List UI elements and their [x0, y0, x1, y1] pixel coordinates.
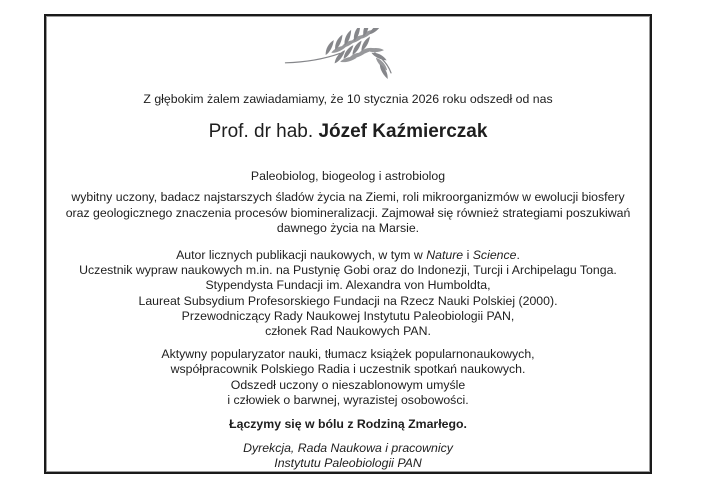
personal-line: i człowiek o barwnej, wyrazistej osobowości.	[227, 392, 469, 407]
achievement-line: Stypendysta Fundacji im. Alexandra von Humboldta,	[205, 278, 491, 293]
journal-name-science: Science	[472, 248, 517, 263]
journal-name-nature: Nature	[426, 248, 464, 263]
profession-line: Paleobiolog, biogeolog i astrobiolog	[250, 169, 446, 184]
signature-line: Instytutu Paleobiologii PAN	[274, 456, 422, 471]
death-announcement-line: Z głębokim żalem zawiadamiamy, że 10 stycznia 2026 roku odszedł od nas	[143, 92, 553, 106]
biography-paragraph	[46, 190, 650, 236]
farewell-line: Łączymy się w bólu z Rodziną Zmarłego.	[229, 417, 467, 432]
achievement-line: członek Rad Naukowych PAN.	[265, 324, 431, 339]
biography-line: wybitny uczony, badacz najstarszych śladów życia na Ziemi, roli mikroorganizmów w ewolucji biosfery	[71, 190, 625, 205]
personal-line: Aktywny popularyzator nauki, tłumacz książek popularnonaukowych,	[161, 347, 535, 362]
publications-line	[46, 248, 650, 263]
achievement-line: Uczestnik wypraw naukowych m.in. na Pustynię Gobi oraz do Indonezji, Turcji i Archipelagu Tonga.	[79, 263, 617, 278]
achievements-paragraph	[46, 248, 650, 339]
achievement-line: Przewodniczący Rady Naukowej Instytutu Paleobiologii PAN,	[181, 308, 515, 323]
publications-suffix: .	[516, 248, 520, 263]
achievement-line: Laureat Subsydium Profesorskiego Fundacji na Rzecz Nauki Polskiej (2000).	[138, 293, 558, 308]
signature-block	[46, 441, 650, 471]
biography-line: oraz geologicznego znaczenia procesów biomineralizacji. Zajmował się również strategiami poszukiwań	[65, 205, 631, 220]
deceased-name: Józef Kaźmierczak	[318, 121, 488, 143]
signature-line: Dyrekcja, Rada Naukowa i pracownicy	[243, 441, 453, 456]
biography-line: dawnego życia na Marsie.	[276, 220, 420, 235]
personal-line: współpracownik Polskiego Radia i uczestnik spotkań naukowych.	[170, 362, 526, 377]
publications-connector: i	[463, 248, 473, 263]
personal-line: Odszedł uczony o nieszablonowym umyśle	[230, 377, 466, 392]
publications-prefix: Autor licznych publikacji naukowych, w tym w	[176, 248, 427, 263]
academic-title-prefix: Prof. dr hab.	[208, 121, 319, 143]
personal-paragraph	[46, 347, 650, 408]
deceased-name-title	[46, 120, 650, 143]
wheat-icon	[46, 31, 650, 79]
memorial-card	[44, 14, 652, 474]
